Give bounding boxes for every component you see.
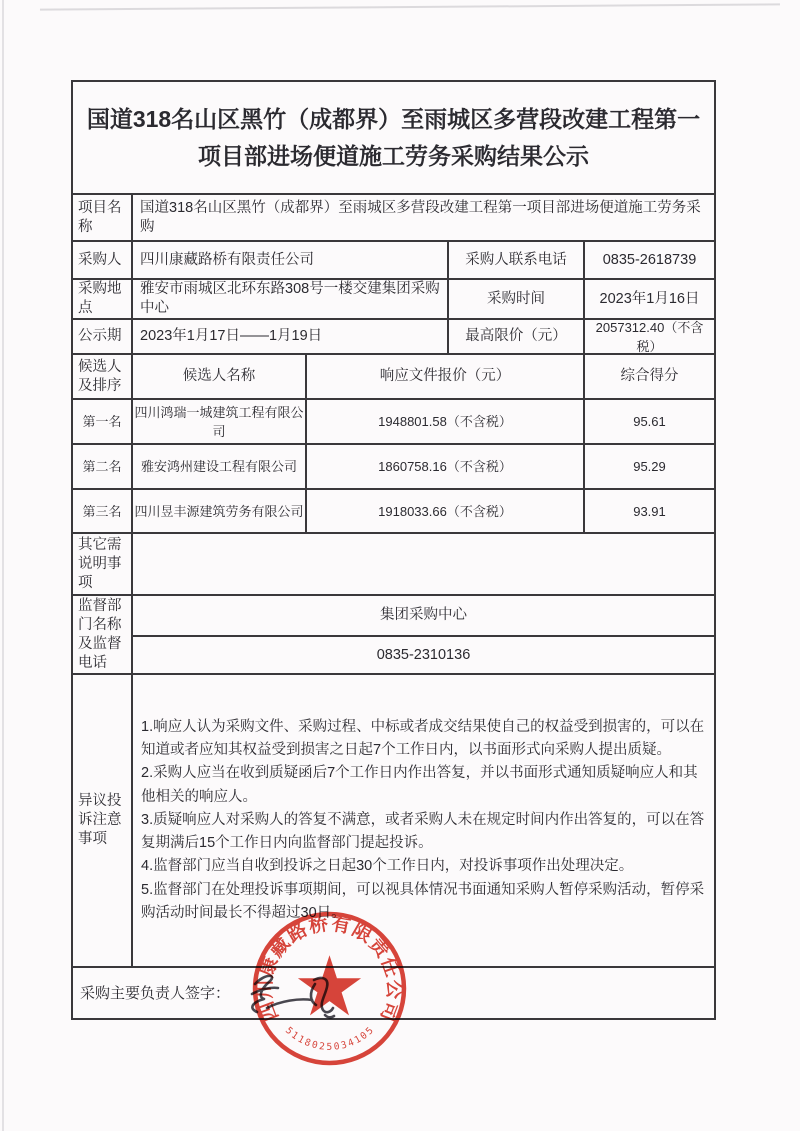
purchaser-row [73,242,714,280]
purchaser-name: 四川康藏路桥有限责任公司 [133,242,449,278]
candidate-name: 雅安鸿州建设工程有限公司 [133,445,307,488]
purchaser-phone: 0835-2618739 [602,251,697,268]
candidate-rank: 第一名 [73,400,133,443]
candidate-row-3 [73,490,714,534]
candidate-row-1 [73,400,714,445]
candidate-name-column-header: 候选人名称 [133,355,307,398]
publicity-row [73,320,714,355]
paper-edge-artifact [2,0,4,1131]
price-cap-label: 最高限价（元） [449,320,585,353]
supervisor-cells [133,596,714,673]
candidate-bid: 1918033.66（不含税） [307,490,585,532]
other-notes-row [73,534,714,596]
title-row [73,82,714,195]
objection-label: 异议投诉注意事项 [73,675,133,966]
objection-item: 2.采购人应当在收到质疑函后7个工作日内作出答复，并以书面形式通知质疑响应人和其他相关的响应人。 [141,765,698,805]
page-title: 国道318名山区黑竹（成都界）至雨城区多营段改建工程第一项目部进场便道施工劳务采购结果公示 [86,105,701,169]
price-cap-value: 2057312.40（不含税） [595,320,704,353]
candidates-header-label: 候选人及排序 [73,355,133,398]
seal-star-icon [298,955,361,1015]
project-name-value: 国道318名山区黑竹（成都界）至雨城区多营段改建工程第一项目部进场便道施工劳务采购 [140,199,701,235]
other-notes-value [133,534,714,594]
publicity-label: 公示期 [73,320,133,353]
candidate-rank: 第二名 [73,445,133,488]
objection-item: 3.质疑响应人对采购人的答复不满意，或者采购人未在规定时间内作出答复的，可以在答复期满后15个工作日内向监督部门提起投诉。 [141,811,705,852]
candidate-bid: 1948801.58（不含税） [307,400,585,443]
svg-text:5118025034105 [283,1024,377,1053]
objection-body [133,675,714,966]
candidate-name: 四川昱丰源建筑劳务有限公司 [133,490,307,532]
title-cell [73,82,714,193]
paper-edge-artifact [40,3,780,18]
objection-item: 5.监督部门在处理投诉事项期间，可以视具体情况书面通知采购人暂停采购活动，暂停采购活动时间最长不得超过30日。 [141,881,705,921]
seal-number: 5118025034105 [283,1023,378,1053]
purchaser-phone-label: 采购人联系电话 [449,242,585,278]
announcement-table [71,80,716,1020]
supervisor-label: 监督部门名称及监督电话 [73,596,133,673]
project-name-row [73,195,714,242]
other-notes-label: 其它需说明事项 [73,534,133,594]
candidate-bid: 1860758.16（不含税） [307,445,585,488]
seal-company-name: 四川康藏路桥有限责任公司 [255,913,404,1025]
supervisor-row [73,596,714,675]
purchase-time: 2023年1月16日 [599,290,700,307]
candidates-header-row [73,355,714,400]
supervisor-phone: 0835-2310136 [376,646,471,663]
location-row [73,280,714,320]
publicity-value: 2023年1月17日——1月19日 [133,320,449,353]
objection-item: 4.监督部门应当自收到投诉之日起30个工作日内，对投诉事项作出处理决定。 [141,858,634,875]
objection-item: 1.响应人认为采购文件、采购过程、中标或者成交结果使自己的权益受到损害的，可以在知道或者应知其权益受到损害之日起7个工作日内，以书面形式向采购人提出质疑。 [141,719,705,759]
purchase-time-label: 采购时间 [449,280,585,318]
candidate-bid-column-header: 响应文件报价（元） [307,355,585,398]
purchaser-label: 采购人 [73,242,133,278]
signature-label: 采购主要负责人签字： [80,984,231,1002]
candidate-score: 95.61 [633,414,666,429]
location-label: 采购地点 [73,280,133,318]
candidate-rank: 第三名 [73,490,133,532]
project-name-label: 项目名称 [73,195,133,240]
supervisor-name: 集团采购中心 [133,596,714,637]
candidate-name: 四川鸿瑞一城建筑工程有限公司 [133,400,307,443]
location-value: 雅安市雨城区北环东路308号一楼交建集团采购中心 [133,280,449,318]
company-seal-stamp [248,907,411,1070]
candidate-score: 95.29 [633,459,666,474]
candidate-score: 93.91 [633,503,666,519]
candidate-row-2 [73,445,714,490]
candidate-score-column-header: 综合得分 [620,368,679,384]
